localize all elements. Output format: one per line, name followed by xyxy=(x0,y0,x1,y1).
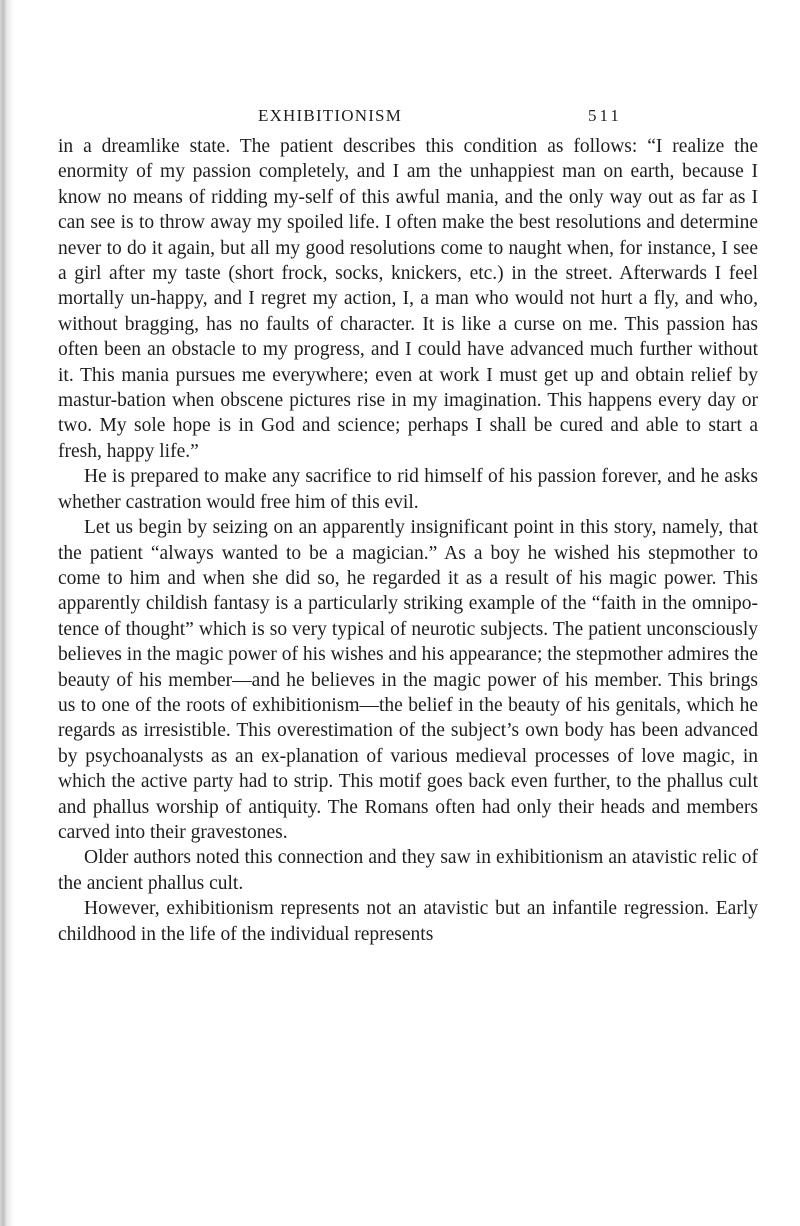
paragraph-older-authors: Older authors noted this connection and they saw in exhibitionism an atavistic relic of the ancient phallus cult. xyxy=(58,847,758,894)
paragraph-patient-statement: in a dreamlike state. The patient describes this condition as follows: “I realize the enormity of my passion completely, and I am the unhappiest man on earth, because I know no means of ridding my-self of this awful mania, and the only way out as far as I can see is to throw away my spoiled life. I often make the best resolutions and determine never to do it again, but all my good resolutions come to naught when, for instance, I see a girl after my taste (short frock, socks, knickers, etc.) in the street. Afterwards I feel mortally un-happy, and I regret my action, I, a man who would not hurt a fly, and who, without bragging, has no faults of character. It is like a curse on me. This passion has often been an obstacle to my progress, and I could have advanced much further without it. This mania pursues me everywhere; even at work I must get up and obtain relief by mastur-bation when obscene pictures rise in my imagination. This happens every day or two. My sole hope is in God and science; perhaps I shall be cured and able to start a fresh, happy life.” xyxy=(58,136,758,462)
body-text xyxy=(58,134,758,947)
page-binding-edge xyxy=(0,0,14,1226)
running-head xyxy=(58,104,758,132)
paragraph-magician-analysis: Let us begin by seizing on an apparently insignificant point in this story, namely, that the patient “always wanted to be a magician.” As a boy he wished his stepmother to come to him and when she did so, he regarded it as a result of his magic power. This apparently childish fantasy is a particularly striking example of the “faith in the omnipo-tence of thought” which is so very typical of neurotic subjects. The patient unconsciously believes in the magic power of his wishes and his appearance; the stepmother admires the beauty of his member—and he believes in the magic power of his member. This brings us to one of the roots of exhibitionism—the belief in the beauty of his genitals, which he regards as irresistible. This overestimation of the subject’s own body has been advanced by psychoanalysts as an ex-planation of various medieval processes of love magic, in which the active party had to strip. This motif goes back even further, to the phallus cult and phallus worship of antiquity. The Romans often had only their heads and members carved into their gravestones. xyxy=(58,517,758,843)
paragraph-infantile-regression: However, exhibitionism represents not an atavistic but an infantile regression. Early childhood in the life of the individual represents xyxy=(58,898,758,945)
running-title: EXHIBITIONISM xyxy=(258,106,403,125)
book-page xyxy=(58,104,758,947)
paragraph-castration-request: He is prepared to make any sacrifice to rid himself of his passion forever, and he asks whether castration would free him of this evil. xyxy=(58,466,758,513)
page-number: 511 xyxy=(588,106,622,125)
